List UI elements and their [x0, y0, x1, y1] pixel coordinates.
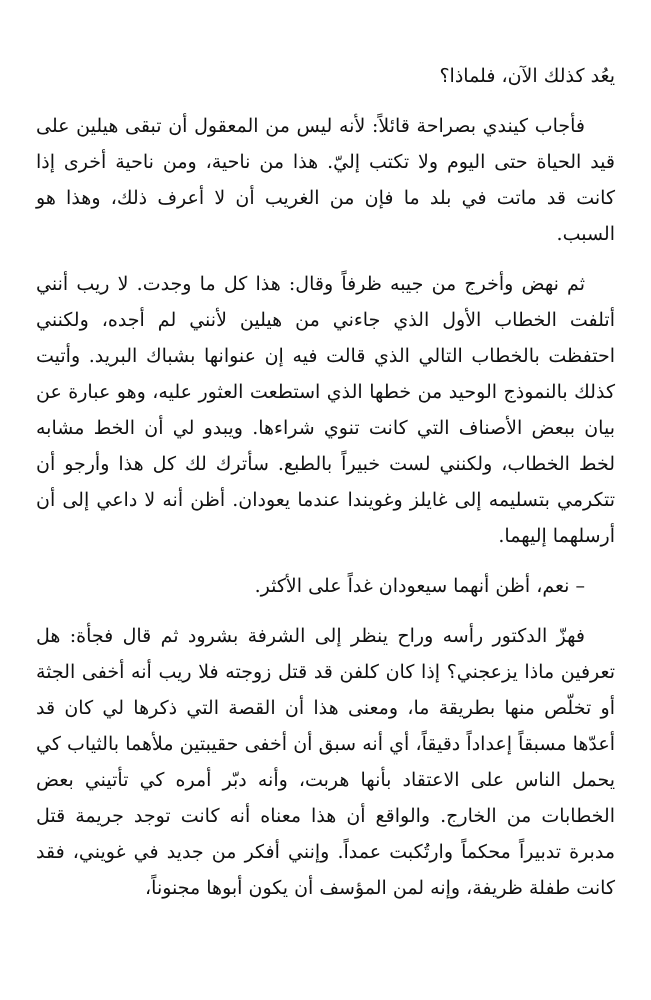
text-body: [36, 58, 615, 920]
paragraph-envelope: ثم نهض وأخرج من جيبه ظرفاً وقال: هذا كل ما وجدت. لا ريب أنني أتلفت الخطاب الأول الذي جاءني من هيلين لأنني لم أجده، ولكنني احتفظت بالخطاب التالي الذي قالت فيه إن عنوانها بشباك البريد. وأتيت كذلك بالنموذج الوحيد من خطها الذي استطعت العثور عليه، وهو عبارة عن بيان ببعض الأصناف التي كانت تنوي شراءها. ويبدو لي أن الخط مشابه لخط الخطاب، ولكنني لست خبيراً بالطبع. سأترك لك كل هذا وأرجو أن تتكرمي بتسليمه إلى غايلز وغويندا عندما يعودان. أظن أنه لا داعي إلى أن أرسلهما إليهما.: [36, 273, 615, 547]
paragraph-kennedy-answer: فأجاب كيندي بصراحة قائلاً: لأنه ليس من المعقول أن تبقى هيلين على قيد الحياة حتى اليوم ولا تكتب إليّ. هذا من ناحية، ومن ناحية أخرى إذا كانت قد ماتت في بلد ما فإن من الغريب أن لا أعرف ذلك، وهذا هو السبب.: [36, 115, 615, 245]
paragraph-dialogue-reply: – نعم، أظن أنهما سيعودان غداً على الأكثر.: [254, 575, 585, 597]
paragraph-doctor-thoughts: فهزّ الدكتور رأسه وراح ينظر إلى الشرفة بشرود ثم قال فجأة: هل تعرفين ماذا يزعجني؟ إذا كان كلفن قد قتل زوجته فلا ريب أنه أخفى الجثة أو تخلّص منها بطريقة ما، ومعنى هذا أن القصة التي ذكرها لي كان قد أعدّها مسبقاً إعداداً دقيقاً، أي أنه سبق أن أخفى حقيبتين ملأهما بالثياب كي يحمل الناس على الاعتقاد بأنها هربت، وأنه دبّر أمره كي تأتيني بعض الخطابات من الخارج. والواقع أن هذا معناه أنه كانت توجد جريمة قتل مدبرة تدبيراً محكماً وارتُكبت عمداً. وإنني أفكر من جديد في غويني، فقد كانت طفلة ظريفة، وإنه لمن المؤسف أن يكون أبوها مجنوناً،: [36, 625, 615, 899]
paragraph-opening-line: يعُد كذلك الآن، فلماذا؟: [439, 65, 615, 87]
